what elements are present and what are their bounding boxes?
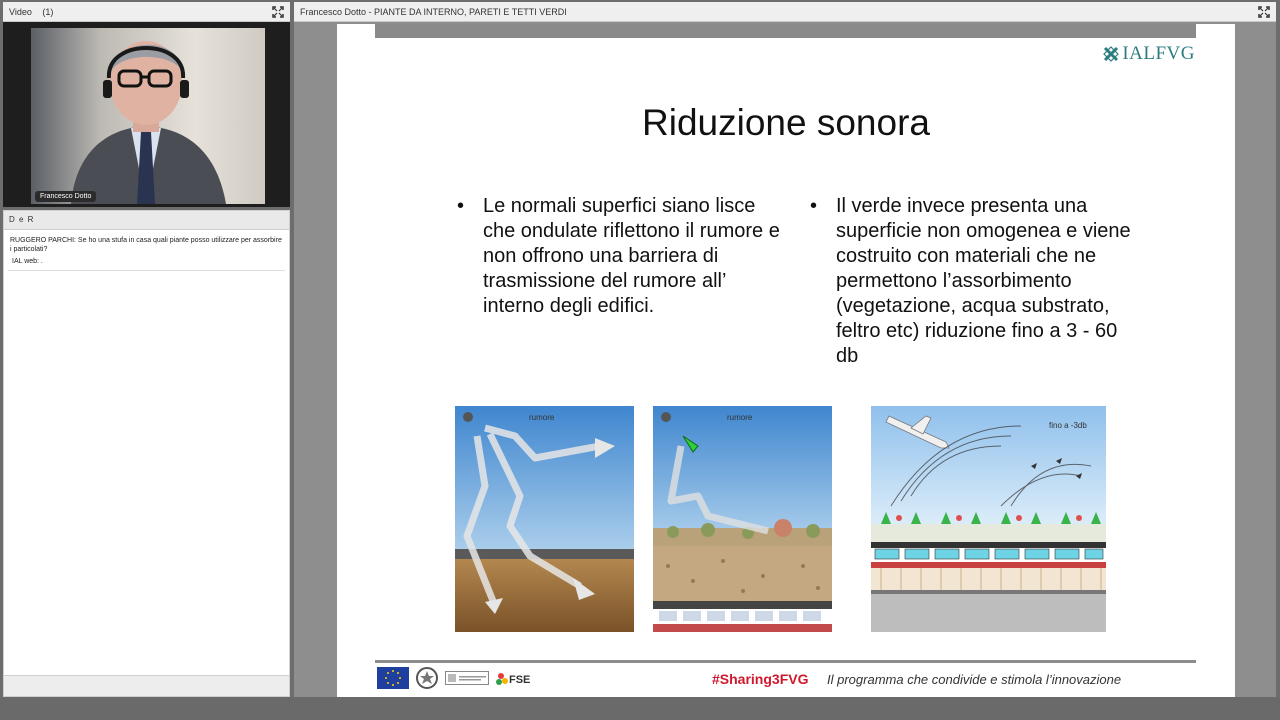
logo-text: IALFVG: [1122, 43, 1195, 64]
image-label: rumore: [529, 413, 555, 422]
slide-top-bar: [375, 24, 1196, 38]
bullet-text: Le normali superfici siano lisce che ondulate riflettono il rumore e non offrono una barriera di trasmissione del rumore all’ interno degli edifici.: [483, 195, 780, 317]
expand-icon[interactable]: [1258, 6, 1270, 18]
fse-text: FSE: [509, 674, 531, 686]
bullet-right: [810, 194, 1136, 369]
video-panel-title: Video: [9, 7, 32, 17]
eu-flag-icon: [377, 667, 409, 689]
footer-logos: [377, 666, 533, 690]
image-label: fino a -3db: [1049, 421, 1087, 430]
presenter-video: [31, 28, 265, 204]
slide-title: Riduzione sonora: [642, 102, 930, 143]
chat-message: RUGGERO PARCHI: Se ho una stufa in casa quali piante posso utilizzare per assorbire i particolati?: [10, 237, 282, 253]
presentation-panel: [294, 2, 1276, 697]
slide: [337, 24, 1235, 697]
italy-emblem-icon: [415, 666, 439, 690]
presenter-avatar: [31, 28, 265, 204]
expand-icon[interactable]: [272, 6, 284, 18]
ialfvg-logo: [1103, 43, 1195, 65]
bullet-marker: •: [457, 195, 465, 217]
fse-logo-icon: [495, 668, 533, 688]
chat-input-area[interactable]: [4, 675, 289, 696]
ialfvg-logo-icon: [1103, 46, 1119, 62]
video-participant-count: (1): [42, 7, 54, 17]
noise-absorption-diagram: [653, 406, 832, 632]
slide-tagline: Il programma che condivide e stimola l’innovazione: [827, 672, 1122, 687]
bullet-left: [457, 194, 783, 319]
video-panel: [3, 2, 290, 207]
presenter-name-tag: Francesco Dotto: [35, 191, 96, 202]
airplane-green-roof-diagram: [871, 406, 1106, 632]
chat-message: IAL web: .: [12, 258, 43, 265]
video-panel-header: [3, 2, 290, 22]
chat-panel-title: D e R: [4, 211, 289, 230]
regione-fvg-icon: [445, 671, 489, 685]
chat-panel: [3, 210, 290, 697]
presentation-header: [294, 2, 1276, 22]
noise-reflection-diagram: [455, 406, 634, 632]
bullet-marker: •: [810, 195, 818, 217]
presentation-title: Francesco Dotto - PIANTE DA INTERNO, PARETI E TETTI VERDI: [300, 7, 567, 17]
bullet-text: Il verde invece presenta una superficie non omogenea e viene costruito con materiali che ne permettono l’assorbimento (vegetazione, acqua substrato, feltro etc) riduzione fino a 3 - 60 db: [836, 195, 1131, 367]
slide-footer-line: [375, 660, 1196, 663]
chat-divider: [8, 270, 285, 271]
slide-hashtag: #Sharing3FVG: [712, 671, 809, 687]
image-label: rumore: [727, 413, 753, 422]
bottom-bar: [0, 697, 1280, 720]
